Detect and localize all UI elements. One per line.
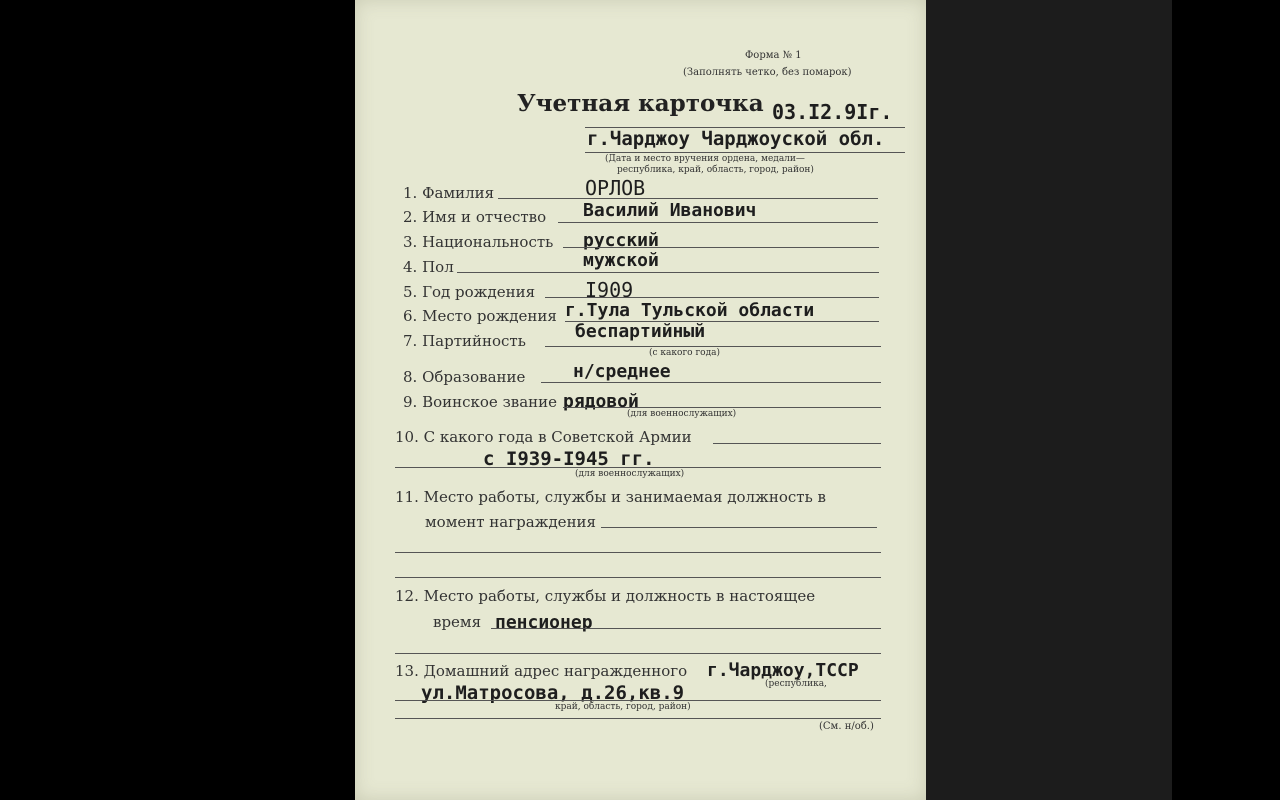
- field-value-party: беспартийный: [575, 321, 706, 342]
- field-label-party: 7. Партийность: [403, 332, 526, 350]
- field-label-rank: 9. Воинское звание: [403, 393, 558, 411]
- field-line: [395, 718, 881, 719]
- field-line: [498, 198, 878, 199]
- field-label-work-2: момент награждения: [425, 513, 597, 531]
- field-value-army: с I939-I945 гг.: [483, 448, 655, 470]
- field-line: [713, 443, 881, 444]
- field-line: [395, 700, 881, 701]
- field-label-birth-year: 5. Год рождения: [403, 283, 536, 301]
- field-label-work-1: 11. Место работы, службы и занимаемая должность в: [395, 488, 826, 506]
- field-line: [491, 628, 881, 629]
- army-note: (для военнослужащих): [575, 469, 685, 479]
- field-value-education: н/среднее: [573, 361, 671, 382]
- field-value-nationality: русский: [583, 230, 659, 251]
- field-label-nationality: 3. Национальность: [403, 233, 554, 251]
- field-line: [601, 527, 877, 528]
- field-label-sex: 4. Пол: [403, 258, 454, 276]
- place-note-1: (Дата и место вручения ордена, медали—: [605, 154, 805, 164]
- field-value-rank: рядовой: [563, 391, 639, 412]
- field-line: [541, 382, 881, 383]
- field-line: [395, 577, 881, 578]
- field-line: [558, 222, 878, 223]
- field-line: [563, 247, 879, 248]
- field-line: [545, 297, 879, 298]
- field-line: [563, 407, 881, 408]
- registration-card: [355, 0, 926, 800]
- field-line: [395, 653, 881, 654]
- field-value-surname: ОРЛОВ: [585, 176, 646, 200]
- field-label-army: 10. С какого года в Советской Армии: [395, 428, 692, 446]
- field-line: [395, 552, 881, 553]
- field-value-current: пенсионер: [495, 612, 593, 633]
- address-note-2: край, область, город, район): [555, 702, 691, 712]
- form-instruction: (Заполнять четко, без помарок): [683, 67, 852, 78]
- place-line: [585, 152, 905, 153]
- field-value-name: Василий Иванович: [583, 200, 757, 221]
- card-title: Учетная карточка: [517, 90, 764, 117]
- field-value-birth-year: I909: [585, 278, 634, 302]
- party-note: (с какого года): [649, 348, 720, 358]
- field-value-address-2: ул.Матросова, д.26,кв.9: [421, 682, 685, 704]
- field-label-birth-place: 6. Место рождения: [403, 307, 557, 325]
- field-line: [545, 346, 881, 347]
- field-label-education: 8. Образование: [403, 368, 526, 386]
- award-date: 03.I2.9Iг.: [772, 100, 893, 124]
- award-place: г.Чарджоу Чарджоуской обл.: [587, 128, 885, 150]
- place-note-2: республика, край, область, город, район): [617, 165, 814, 175]
- field-value-address-1: г.Чарджоу,ТССР: [707, 660, 859, 681]
- field-value-birth-place: г.Тула Тульской области: [565, 300, 815, 321]
- right-side-panel: [926, 0, 1172, 800]
- field-label-surname: 1. Фамилия: [403, 184, 495, 202]
- address-note-1: (республика,: [765, 679, 827, 689]
- rank-note: (для военнослужащих): [627, 409, 737, 419]
- field-label-current-2: время: [433, 613, 482, 631]
- field-label-name: 2. Имя и отчество: [403, 208, 547, 226]
- field-label-address: 13. Домашний адрес награжденного: [395, 662, 688, 680]
- field-value-sex: мужской: [583, 250, 659, 271]
- field-label-current-1: 12. Место работы, службы и должность в настоящее: [395, 587, 816, 605]
- field-line: [457, 272, 879, 273]
- form-number: Форма № 1: [745, 50, 802, 61]
- field-line: [395, 467, 881, 468]
- see-reverse-note: (См. н/об.): [819, 721, 874, 732]
